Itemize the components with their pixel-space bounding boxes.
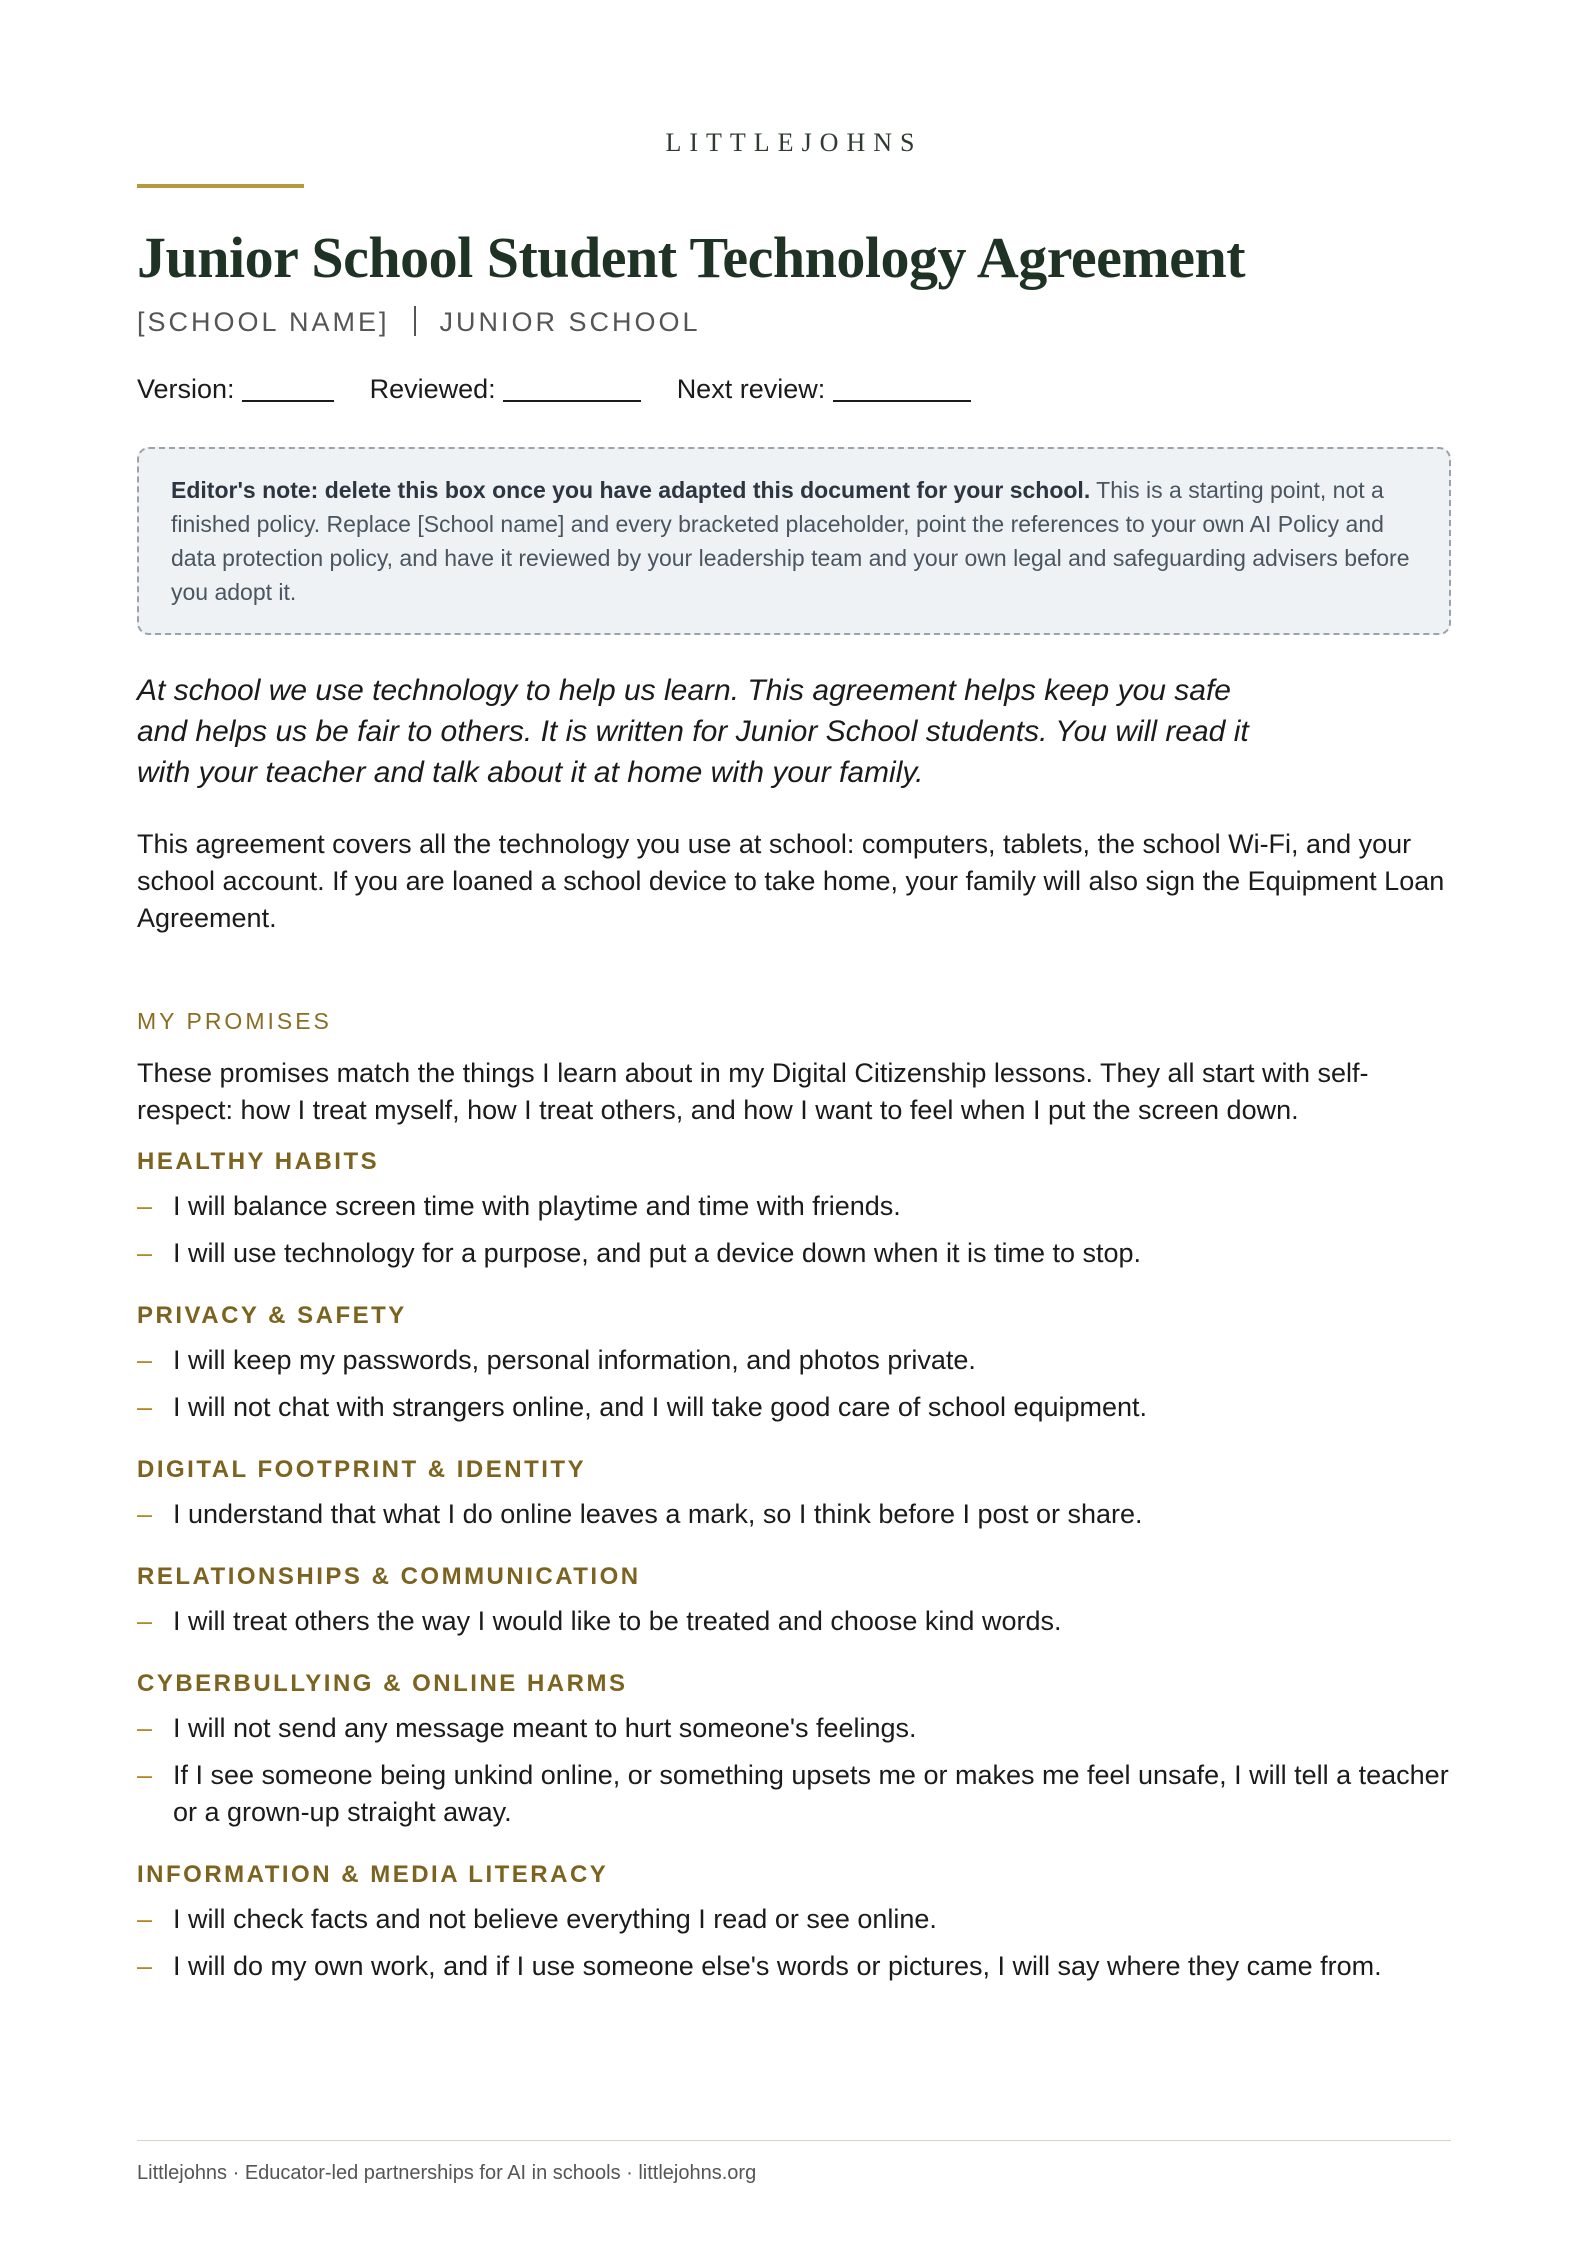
promise-group [137, 1456, 1451, 1533]
dash-bullet-icon: – [137, 1191, 153, 1221]
promise-text: I will use technology for a purpose, and put a device down when it is time to stop. [173, 1238, 1142, 1268]
promise-text: I will not send any message meant to hurt someone's feelings. [173, 1713, 917, 1743]
page-title: Junior School Student Technology Agreement [137, 225, 1246, 290]
promise-groups [137, 1148, 1451, 2015]
document-meta [137, 374, 999, 405]
promise-group-heading: DIGITAL FOOTPRINT & IDENTITY [137, 1456, 587, 1483]
promise-list [137, 1342, 1451, 1426]
dash-bullet-icon: – [137, 1951, 153, 1981]
school-name: [SCHOOL NAME] [137, 307, 390, 337]
promise-group [137, 1563, 1451, 1640]
intro-paragraph: At school we use technology to help us learn. This agreement helps keep you safe and helps us be fair to others. It is written for Junior School students. You will read it with your teacher and talk about it at home with your family. [137, 674, 1249, 789]
accent-rule [137, 184, 304, 188]
promise-item [137, 1342, 1451, 1379]
dash-bullet-icon: – [137, 1238, 153, 1268]
next-review-field: Next review: [677, 374, 971, 404]
promise-text: I will treat others the way I would like to be treated and choose kind words. [173, 1606, 1062, 1636]
promise-group-heading: RELATIONSHIPS & COMMUNICATION [137, 1563, 641, 1590]
promise-text: I will balance screen time with playtime and time with friends. [173, 1191, 901, 1221]
promise-text: If I see someone being unkind online, or something upsets me or makes me feel unsafe, I will tell a teacher or a grown-up straight away. [173, 1760, 1449, 1827]
promise-item [137, 1496, 1451, 1533]
editor-note-text: This is a starting point, not a finished policy. Replace [School name] and every bracketed placeholder, point the references to your own AI Policy and data protection policy, and have it reviewed by your leadership team and your own legal and safeguarding advisers before you adopt it. [171, 477, 1410, 605]
promise-item [137, 1188, 1451, 1225]
promise-group [137, 1670, 1451, 1831]
promise-list [137, 1710, 1451, 1831]
dash-bullet-icon: – [137, 1904, 153, 1934]
reviewed-blank [503, 378, 641, 402]
promise-item [137, 1710, 1451, 1747]
promise-text: I will do my own work, and if I use someone else's words or pictures, I will say where they came from. [173, 1951, 1382, 1981]
dash-bullet-icon: – [137, 1392, 153, 1422]
promise-item [137, 1948, 1451, 1985]
division-name: JUNIOR SCHOOL [439, 307, 701, 337]
promise-text: I understand that what I do online leaves a mark, so I think before I post or share. [173, 1499, 1143, 1529]
subtitle [137, 306, 701, 338]
promises-intro: These promises match the things I learn about in my Digital Citizenship lessons. They all start with self-respect: how I treat myself, how I treat others, and how I want to feel when I put the screen down. [137, 1058, 1369, 1125]
next-review-blank [833, 378, 971, 402]
reviewed-field: Reviewed: [370, 374, 642, 404]
promise-item [137, 1901, 1451, 1938]
dash-bullet-icon: – [137, 1713, 153, 1743]
promise-item [137, 1235, 1451, 1272]
promise-list [137, 1496, 1451, 1533]
page-footer: Littlejohns · Educator-led partnerships for AI in schools · littlejohns.org [137, 2162, 757, 2184]
editor-note-heading: Editor's note: delete this box once you have adapted this document for your school. [171, 477, 1091, 503]
promise-group [137, 1148, 1451, 1272]
dash-bullet-icon: – [137, 1760, 153, 1790]
promise-group-heading: CYBERBULLYING & ONLINE HARMS [137, 1670, 628, 1697]
subtitle-separator [414, 306, 416, 336]
promise-text: I will not chat with strangers online, and I will take good care of school equipment. [173, 1392, 1148, 1422]
brand-wordmark: LITTLEJOHNS [665, 128, 923, 157]
editor-note-box [137, 447, 1451, 635]
coverage-paragraph: This agreement covers all the technology you use at school: computers, tablets, the school Wi-Fi, and your school account. If you are loaned a school device to take home, your family will also sign the Equipment Loan Agreement. [137, 829, 1445, 933]
dash-bullet-icon: – [137, 1345, 153, 1375]
promise-group-heading: INFORMATION & MEDIA LITERACY [137, 1861, 609, 1888]
dash-bullet-icon: – [137, 1499, 153, 1529]
promise-group [137, 1302, 1451, 1426]
promise-text: I will keep my passwords, personal information, and photos private. [173, 1345, 976, 1375]
promise-item [137, 1603, 1451, 1640]
version-blank [242, 378, 334, 402]
footer-divider [137, 2140, 1451, 2141]
promise-list [137, 1188, 1451, 1272]
section-label-promises: MY PROMISES [137, 1008, 332, 1034]
promise-item [137, 1757, 1451, 1831]
promise-text: I will check facts and not believe everything I read or see online. [173, 1904, 937, 1934]
dash-bullet-icon: – [137, 1606, 153, 1636]
promise-list [137, 1901, 1451, 1985]
promise-item [137, 1389, 1451, 1426]
version-field: Version: [137, 374, 334, 404]
promise-list [137, 1603, 1451, 1640]
promise-group-heading: HEALTHY HABITS [137, 1148, 380, 1175]
promise-group-heading: PRIVACY & SAFETY [137, 1302, 407, 1329]
promise-group [137, 1861, 1451, 1985]
